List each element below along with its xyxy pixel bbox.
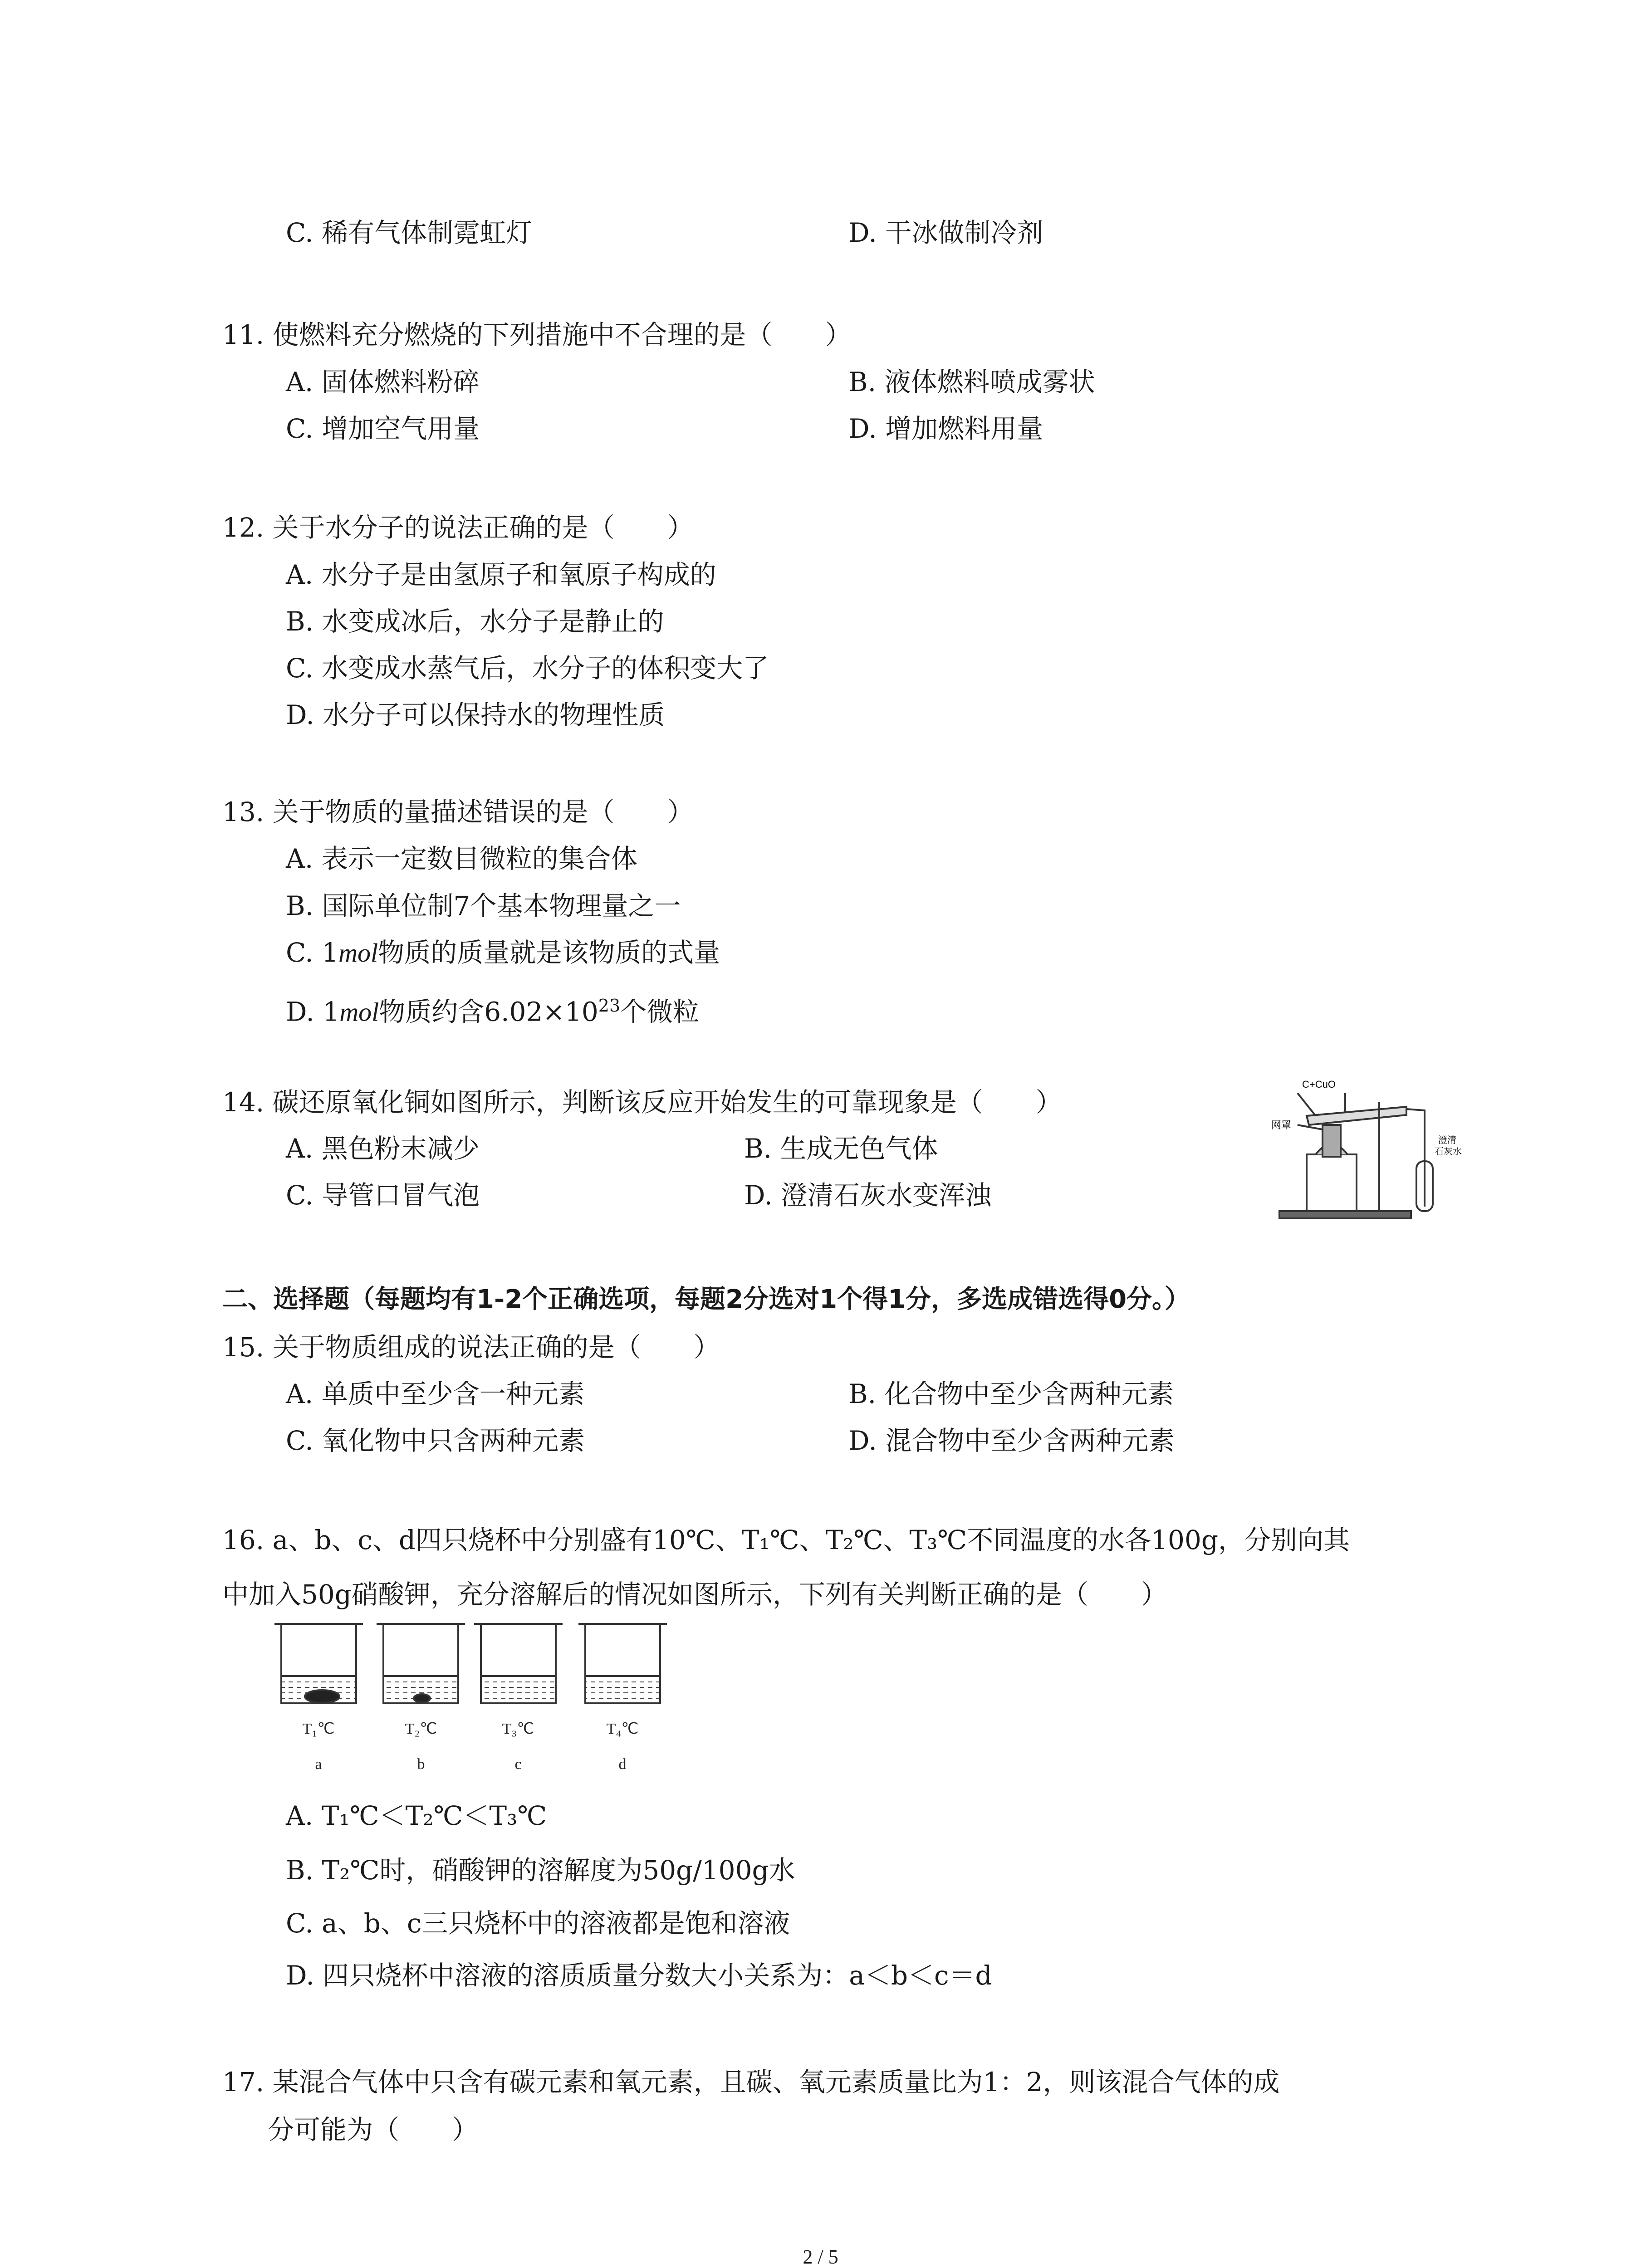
carbon-reduction-apparatus-figure — [1270, 1075, 1474, 1225]
beaker-b-letter: b — [417, 1756, 425, 1773]
beaker-a-letter: a — [315, 1756, 322, 1773]
beaker-c-letter: c — [514, 1756, 522, 1773]
q17-stem-line1: 17. 某混合气体中只含有碳元素和氧元素，且碳、氧元素质量比为1：2，则该混合气体的成 — [222, 2067, 1280, 2097]
q14-option-a: A. 黑色粉末减少 — [286, 1133, 480, 1164]
q14-stem: 14. 碳还原氧化铜如图所示，判断该反应开始发生的可靠现象是（ ） — [222, 1087, 1062, 1118]
q12-option-a: A. 水分子是由氢原子和氧原子构成的 — [286, 559, 716, 590]
q11-option-d: D. 增加燃料用量 — [848, 413, 1043, 444]
beaker-a — [274, 1624, 363, 1703]
q15-option-a: A. 单质中至少含一种元素 — [286, 1378, 585, 1409]
q16-option-b: B. T₂℃时，硝酸钾的溶解度为50g/100g水 — [286, 1855, 795, 1886]
q10-option-c: C. 稀有气体制霓虹灯 — [286, 217, 533, 248]
figure-label-limewater-2: 石灰水 — [1435, 1146, 1462, 1157]
beakers-figure — [272, 1619, 681, 1783]
q12-option-c: C. 水变成水蒸气后，水分子的体积变大了 — [286, 653, 769, 684]
beaker-d — [578, 1624, 667, 1703]
figure-label-limewater-1: 澄清 — [1438, 1134, 1456, 1145]
q13-option-d: D. 1mol物质约含$6.02\times 10^{23}$个微粒 — [286, 996, 700, 1027]
q13-option-b: B. 国际单位制7个基本物理量之一 — [286, 890, 681, 921]
beaker-d-temp: T₄℃ — [606, 1721, 639, 1737]
q16-stem-line2: 中加入50g硝酸钾，充分溶解后的情况如图所示，下列有关判断正确的是（ ） — [222, 1579, 1167, 1610]
q11-option-c: C. 增加空气用量 — [286, 413, 480, 444]
beaker-a-temp: T₁℃ — [302, 1721, 335, 1737]
q10-option-d: D. 干冰做制冷剂 — [848, 217, 1043, 248]
q11-stem: 11. 使燃料充分燃烧的下列措施中不合理的是（ ） — [222, 319, 852, 350]
section-2-title: 二、选择题（每题均有1-2个正确选项，每题2分选对1个得1分，多选成错选得0分。） — [222, 1285, 1190, 1314]
q16-option-d: D. 四只烧杯中溶液的溶质质量分数大小关系为：a＜b＜c＝d — [286, 1960, 992, 1991]
q12-stem: 12. 关于水分子的说法正确的是（ ） — [222, 512, 694, 543]
q13-option-c: C. 1mol物质的质量就是该物质的式量 — [286, 937, 720, 968]
q17-stem-line2: 分可能为（ ） — [268, 2114, 479, 2145]
q13-option-a: A. 表示一定数目微粒的集合体 — [286, 843, 637, 874]
q16-stem-line1: 16. a、b、c、d四只烧杯中分别盛有10℃、T₁℃、T₂℃、T₃℃不同温度的水各100g，分别向其 — [222, 1525, 1350, 1555]
q11-option-a: A. 固体燃料粉碎 — [286, 367, 480, 397]
beaker-b-temp: T₂℃ — [405, 1721, 437, 1737]
q15-stem: 15. 关于物质组成的说法正确的是（ ） — [222, 1332, 720, 1363]
q16-option-a: A. T₁℃＜T₂℃＜T₃℃ — [286, 1800, 547, 1831]
q14-option-c: C. 导管口冒气泡 — [286, 1180, 480, 1211]
q14-option-d: D. 澄清石灰水变浑浊 — [744, 1180, 992, 1211]
page-number: 2 / 5 — [803, 2246, 838, 2268]
q16-option-c: C. a、b、c三只烧杯中的溶液都是饱和溶液 — [286, 1908, 790, 1939]
q15-option-b: B. 化合物中至少含两种元素 — [848, 1378, 1174, 1409]
figure-label-reactants: C+CuO — [1302, 1079, 1336, 1090]
q14-option-b: B. 生成无色气体 — [744, 1133, 938, 1164]
beaker-c — [474, 1624, 563, 1703]
beaker-b — [377, 1624, 465, 1703]
q11-option-b: B. 液体燃料喷成雾状 — [848, 367, 1095, 397]
beaker-d-letter: d — [618, 1756, 627, 1773]
figure-label-gauze: 网罩 — [1271, 1120, 1292, 1131]
beaker-c-temp: T₃℃ — [502, 1721, 534, 1737]
q15-option-c: C. 氧化物中只含两种元素 — [286, 1425, 585, 1456]
q13-stem: 13. 关于物质的量描述错误的是（ ） — [222, 797, 694, 827]
q12-option-d: D. 水分子可以保持水的物理性质 — [286, 699, 665, 730]
q15-option-d: D. 混合物中至少含两种元素 — [848, 1425, 1175, 1456]
q12-option-b: B. 水变成冰后，水分子是静止的 — [286, 606, 664, 637]
